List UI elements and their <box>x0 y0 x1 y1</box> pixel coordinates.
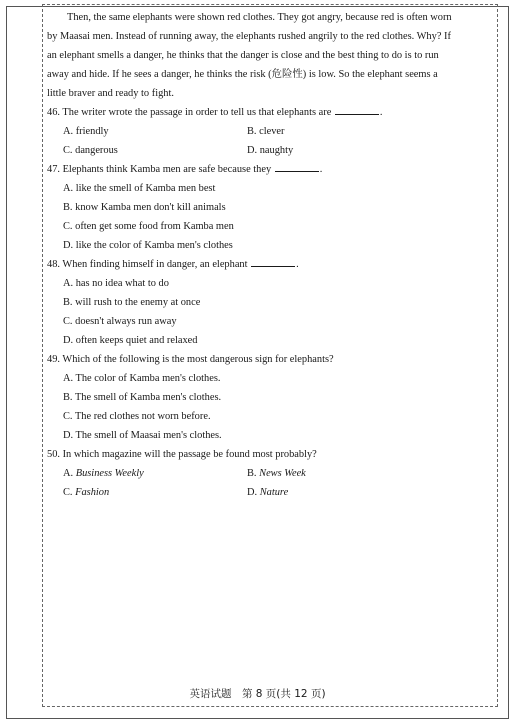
question-46 <box>47 103 499 160</box>
exam-content <box>47 8 499 502</box>
passage-line: Then, the same elephants were shown red clothes. They got angry, because red is often worn <box>67 12 452 23</box>
question-stem: 48. When finding himself in danger, an elephant . <box>47 255 499 274</box>
option-row <box>47 141 499 160</box>
answer-blank <box>335 104 379 115</box>
question-stem: 47. Elephants think Kamba men are safe because they . <box>47 160 499 179</box>
option-b[interactable]: B. News Week <box>247 468 306 479</box>
option-c[interactable]: C. doesn't always run away <box>63 316 177 327</box>
question-stem: 49. Which of the following is the most dangerous sign for elephants? <box>47 354 334 365</box>
option-row <box>47 122 499 141</box>
option-row <box>47 464 499 483</box>
option-d[interactable]: D. often keeps quiet and relaxed <box>63 335 198 346</box>
question-50 <box>47 445 499 502</box>
option-c[interactable]: C. often get some food from Kamba men <box>63 221 234 232</box>
passage-line: little braver and ready to fight. <box>47 88 174 99</box>
question-47 <box>47 160 499 255</box>
question-stem: 46. The writer wrote the passage in order to tell us that elephants are . <box>47 103 499 122</box>
option-c[interactable]: C. dangerous <box>63 145 118 156</box>
passage-line: an elephant smells a danger, he thinks that the danger is close and the best thing to do is to run <box>47 50 439 61</box>
option-b[interactable]: B. know Kamba men don't kill animals <box>63 202 226 213</box>
answer-blank <box>275 161 319 172</box>
option-d[interactable]: D. naughty <box>247 145 294 156</box>
option-c[interactable]: C. The red clothes not worn before. <box>63 411 211 422</box>
option-a[interactable]: A. Business Weekly <box>63 468 144 479</box>
option-row <box>47 483 499 502</box>
option-d[interactable]: D. Nature <box>247 487 289 498</box>
option-a[interactable]: A. friendly <box>63 126 109 137</box>
passage-line: by Maasai men. Instead of running away, the elephants rushed angrily to the red clothes. Why? If <box>47 31 451 42</box>
question-48 <box>47 255 499 350</box>
option-a[interactable]: A. like the smell of Kamba men best <box>63 183 216 194</box>
option-d[interactable]: D. like the color of Kamba men's clothes <box>63 240 233 251</box>
option-b[interactable]: B. The smell of Kamba men's clothes. <box>63 392 222 403</box>
question-49 <box>47 350 499 445</box>
option-a[interactable]: A. The color of Kamba men's clothes. <box>63 373 221 384</box>
page-footer: 英语试题 第 8 页(共 12 页) <box>189 688 326 700</box>
option-b[interactable]: B. will rush to the enemy at once <box>63 297 201 308</box>
option-a[interactable]: A. has no idea what to do <box>63 278 169 289</box>
question-stem: 50. In which magazine will the passage be found most probably? <box>47 449 317 460</box>
option-b[interactable]: B. clever <box>247 126 285 137</box>
option-d[interactable]: D. The smell of Maasai men's clothes. <box>63 430 222 441</box>
passage-line: away and hide. If he sees a danger, he thinks the risk (危险性) is low. So the elephant seems a <box>47 69 438 80</box>
reading-passage <box>47 8 499 103</box>
answer-blank <box>251 256 295 267</box>
option-c[interactable]: C. Fashion <box>63 487 110 498</box>
